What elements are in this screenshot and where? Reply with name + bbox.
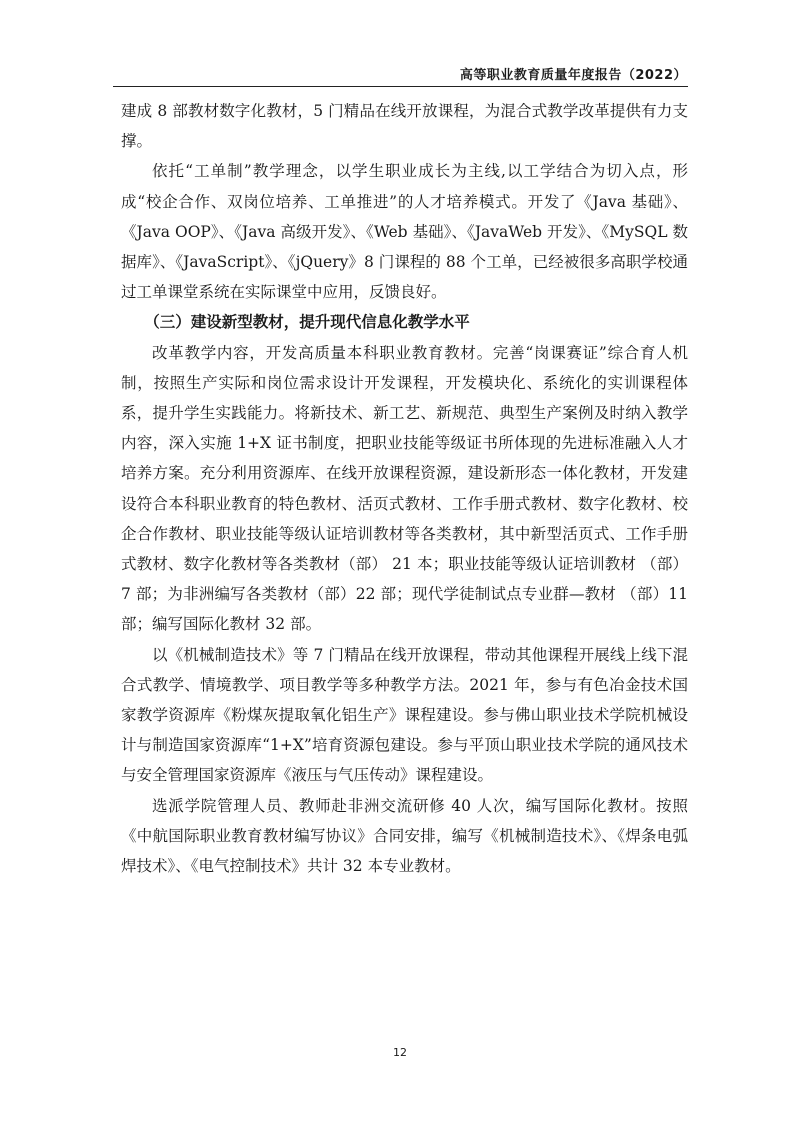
paragraph-teaching-reform: 改革教学内容，开发高质量本科职业教育教材。完善“岗课赛证”综合育人机制，按照生产实际和岗位需求设计开发课程，开发模块化、系统化的实训课程体系，提升学生实践能力。将新技术、新工艺、新规范、典型生产案例及时纳入教学内容，深入实施 1+X 证书制度，把职业技能等级证书所体现的先进标准融入人才培养方案。充分利用资源库、在线开放课程资源，建设新形态一体化教材，开发建设符合本科职业教育的特色教材、活页式教材、工作手册式教材、数字化教材、校企合作教材、职业技能等级认证培训教材等各类教材，其中新型活页式、工作手册式教材、数字化教材等各类教材（部） 21 本；职业技能等级认证培训教材 （部）7 部；为非洲编写各类教材（部）22 部；现代学徒制试点专业群—教材 （部）11 部；编写国际化教材 32 部。	[121, 343, 688, 634]
paragraph-international-textbooks: 选派学院管理人员、教师赴非洲交流研修 40 人次，编写国际化教材。按照《中航国际职业教育教材编写协议》合同安排，编写《机械制造技术》、《焊条电弧焊技术》、《电气控制技术》共计 32 本专业教材。	[121, 796, 688, 876]
paragraph-work-order: 依托“工单制”教学理念，以学生职业成长为主线,以工学结合为切入点，形成“校企合作、双岗位培养、工单推进”的人才培养模式。开发了《Java 基础》、《Java OOP》、《Java 高级开发》、《Web 基础》、《JavaWeb 开发》、《MySQL 数据库》、《JavaScript》、《jQuery》8 门课程的 88 个工单，已经被很多高职学校通过工单课堂系统在实际课堂中应用，反馈良好。	[121, 162, 688, 302]
header-divider	[113, 86, 688, 87]
paragraph-continuation: 建成 8 部教材数字化教材，5 门精品在线开放课程，为混合式教学改革提供有力支撑。	[121, 102, 688, 151]
paragraph-online-courses: 以《机械制造技术》等 7 门精品在线开放课程，带动其他课程开展线上线下混合式教学、情境教学、项目教学等多种教学方法。2021 年，参与有色冶金技术国家教学资源库《粉煤灰提取氧化铝生产》课程建设。参与佛山职业技术学院机械设计与制造国家资源库“1+X”培育资源包建设。参与平顶山职业技术学院的通风技术与安全管理国家资源库《液压与气压传动》课程建设。	[121, 645, 688, 785]
section-heading: （三）建设新型教材，提升现代信息化教学水平	[144, 313, 470, 332]
report-header-title: 高等职业教育质量年度报告（2022）	[459, 68, 687, 83]
page-number: 12	[393, 1046, 407, 1059]
document-body	[121, 96, 688, 881]
